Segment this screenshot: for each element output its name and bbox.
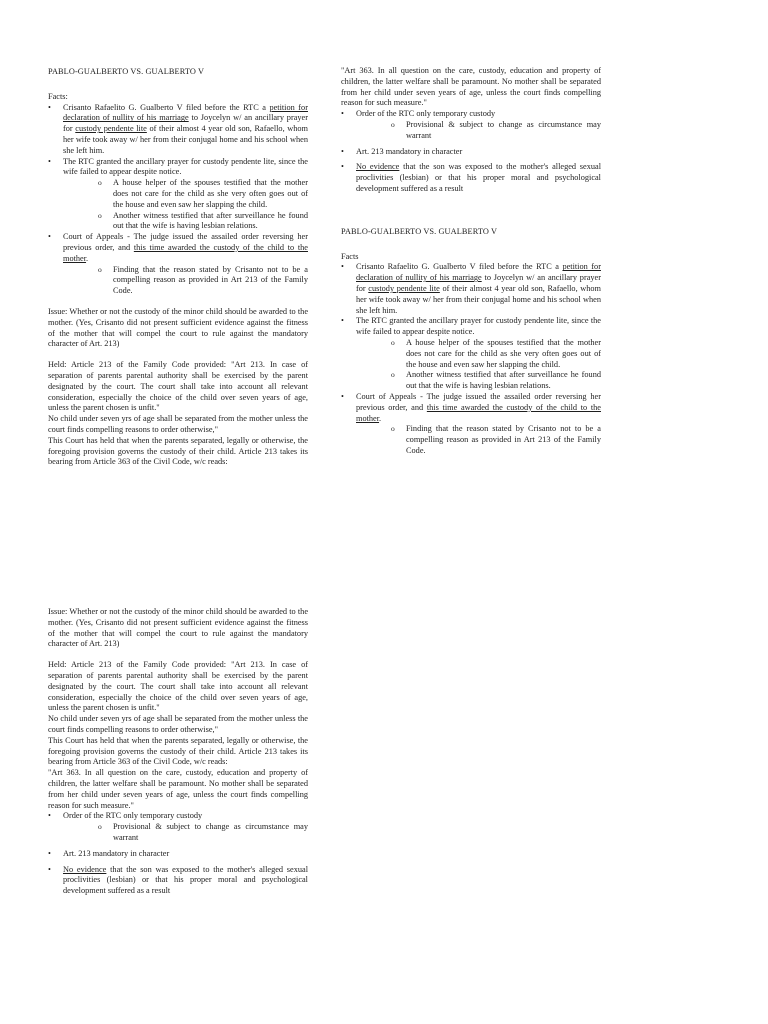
sub-house-helper: o A house helper of the spouses testified that the mother does not care for the child as she very often goes out of the house and even saw her slapping the child. [98,178,308,210]
fact-petition: • Crisanto Rafaelito G. Gualberto V filed before the RTC a petition for declaration of nullity of his marriage to Joycelyn w/ an ancillary prayer for custody pendente lite of their almost 4 year old son, Rafaello, whom her wife took away w/ her from their conjugal home and his school when she left him. [341,262,601,316]
art-213-mandatory: • Art. 213 mandatory in character [48,849,308,860]
held-paragraph: Held: Article 213 of the Family Code provided: "Art 213. In case of separation of parents parental authority shall be exercised by the parent designated by the court. The court shall take into account all relevant consideration, especially the choice of the child over seven years of age, unless the parent chosen is unfit." [48,360,308,413]
issue-paragraph-repeat: Issue: Whether or not the custody of the minor child should be awarded to the mother. (Yes, Crisanto did not present sufficient evidence against the fitness of the mother that will compel the court to rule against the mandatory character of Art. 213) [48,607,308,649]
facts-list-repeat [341,262,601,456]
fact-rtc-granted: • The RTC granted the ancillary prayer for custody pendente lite, since the wife failed to appear despite notice. o A house helper of the spouses testified that the mother does not care for the child as she very often goes out of the house and even saw her slapping the child. o Another witness testified that after surveillance he found out that the wife is having lesbian relations. [48,157,308,233]
fact-court-of-appeals: • Court of Appeals - The judge issued the assailed order reversing her previous order, and this time awarded the custody of the child to the mother. o Finding that the reason stated by Crisanto not to be a compelling reason as provided in Art 213 of the Family Code. [341,392,601,457]
held-court-has-held: This Court has held that when the parents separated, legally or otherwise, the foregoing provision governs the custody of their child. Article 213 takes its bearing from Article 363 of the Civil Code, w/c reads: [48,435,308,467]
case-title-repeat: PABLO-GUALBERTO VS. GUALBERTO V [341,226,498,236]
fact-petition: • Crisanto Rafaelito G. Gualberto V filed before the RTC a petition for declaration of nullity of his marriage to Joycelyn w/ an ancillary prayer for custody pendente lite of their almost 4 year old son, Rafaello, whom her wife took away w/ her from their conjugal home and his school when she left him. [48,103,308,157]
art-363-quote-repeat: "Art 363. In all question on the care, custody, education and property of children, the latter welfare shall be paramount. No mother shall be separated from her child under seven years of age, unless the court finds compelling reason for such measure." [48,768,308,810]
sub-finding: o Finding that the reason stated by Crisanto not to be a compelling reason as provided in Art 213 of the Family Code. [391,424,601,456]
issue-paragraph: Issue: Whether or not the custody of the minor child should be awarded to the mother. (Yes, Crisanto did not present sufficient evidence against the fitness of the mother that will compel the court to rule against the mandatory character of Art. 213) [48,306,308,349]
no-evidence: • No evidence that the son was exposed to the mother's alleged sexual proclivities (lesbian) or that his proper moral and psychological development suffered as a result [341,162,601,194]
fact-rtc-granted: • The RTC granted the ancillary prayer for custody pendente lite, since the wife failed to appear despite notice. o A house helper of the spouses testified that the mother does not care for the child as she very often goes out of the house and even saw her slapping the child. o Another witness testified that after surveillance he found out that the wife is having lesbian relations. [341,316,601,392]
facts-label: Facts: [48,91,68,101]
column-bottom-left [48,607,308,897]
column-top-left [48,67,308,468]
sub-finding: o Finding that the reason stated by Crisanto not to be a compelling reason as provided in Art 213 of the Family Code. [98,265,308,297]
held-no-child: No child under seven yrs of age shall be separated from the mother unless the court finds compelling reasons to order otherwise," [48,414,308,434]
order-temporary: • Order of the RTC only temporary custody o Provisional & subject to change as circumstance may warrant [48,811,308,843]
case-title: PABLO-GUALBERTO VS. GUALBERTO V [48,67,205,76]
held-no-child-repeat: No child under seven yrs of age shall be separated from the mother unless the court finds compelling reasons to order otherwise," [48,714,308,734]
no-evidence: • No evidence that the son was exposed to the mother's alleged sexual proclivities (lesbian) or that his proper moral and psychological development suffered as a result [48,865,308,897]
sub-witness: o Another witness testified that after surveillance he found out that the wife is having lesbian relations. [391,370,601,392]
art-213-mandatory: • Art. 213 mandatory in character [341,147,601,158]
sub-witness: o Another witness testified that after surveillance he found out that the wife is having lesbian relations. [98,211,308,233]
sub-provisional: o Provisional & subject to change as circumstance may warrant [98,822,308,844]
conclusions-list-repeat [48,811,308,897]
sub-house-helper: o A house helper of the spouses testified that the mother does not care for the child as she very often goes out of the house and even saw her slapping the child. [391,338,601,370]
order-temporary: • Order of the RTC only temporary custody o Provisional & subject to change as circumstance may warrant [341,109,601,141]
fact-court-of-appeals: • Court of Appeals - The judge issued the assailed order reversing her previous order, and this time awarded the custody of the child to the mother. o Finding that the reason stated by Crisanto not to be a compelling reason as provided in Art 213 of the Family Code. [48,232,308,297]
ca-sublist [63,265,308,297]
rtc-sublist [63,178,308,232]
conclusions-list [341,109,601,195]
held-court-has-held-repeat: This Court has held that when the parents separated, legally or otherwise, the foregoing provision governs the custody of their child. Article 213 takes its bearing from Article 363 of the Civil Code, w/c reads: [48,735,308,767]
facts-list [48,103,308,297]
facts-label-repeat: Facts [341,251,359,261]
column-top-right [341,66,601,457]
sub-provisional: o Provisional & subject to change as circumstance may warrant [391,120,601,142]
held-paragraph-repeat: Held: Article 213 of the Family Code provided: "Art 213. In case of separation of parents parental authority shall be exercised by the parent designated by the court. The court shall take into account all relevant consideration, especially the choice of the child over seven years of age, unless the parent chosen is unfit." [48,660,308,713]
art-363-quote: "Art 363. In all question on the care, custody, education and property of children, the latter welfare shall be paramount. No mother shall be separated from her child under seven years of age, unless the court finds compelling reason for such measure." [341,66,601,108]
